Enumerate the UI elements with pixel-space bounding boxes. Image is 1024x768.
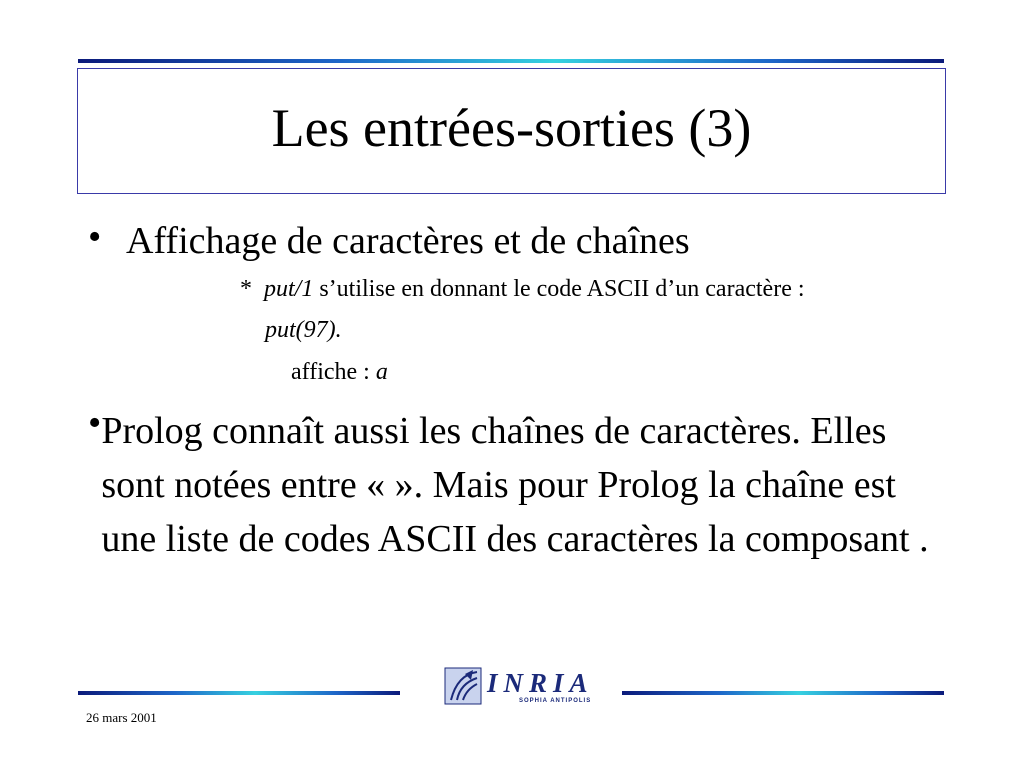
top-divider-line bbox=[78, 59, 944, 63]
code-example bbox=[265, 315, 342, 345]
slide-title: Les entrées-sorties (3) bbox=[271, 98, 752, 158]
bullet-marker: • bbox=[88, 402, 102, 444]
title-frame bbox=[77, 68, 946, 194]
predicate-description: s’utilise en donnant le code ASCII d’un caractère : bbox=[313, 276, 805, 302]
logo-name: INRIA bbox=[487, 668, 594, 698]
output-value: a bbox=[375, 359, 388, 385]
footer-divider-left bbox=[78, 691, 400, 695]
logo-subtitle: SOPHIA ANTIPOLIS bbox=[519, 698, 592, 704]
output-example bbox=[291, 357, 388, 387]
code-example-text: put(97). bbox=[265, 317, 342, 343]
bullet-text: Affichage de caractères et de chaînes bbox=[126, 220, 690, 262]
bullet-marker: • bbox=[88, 216, 102, 258]
bullet-text: Prolog connaît aussi les chaînes de caractères. Elles sont notées entre « ». Mais pour Prolog la chaîne est une liste de codes ASCII des caractères la composant . bbox=[101, 410, 929, 560]
inria-emblem-icon bbox=[443, 664, 487, 710]
footer-divider-right bbox=[622, 691, 944, 695]
sub-item-put bbox=[240, 274, 805, 304]
footer-date: 26 mars 2001 bbox=[86, 710, 157, 725]
bullet-item bbox=[88, 404, 948, 566]
output-label: affiche : bbox=[291, 359, 376, 385]
predicate-name: put/1 bbox=[264, 276, 314, 302]
bullet-item bbox=[88, 218, 948, 264]
sub-bullet-marker: * bbox=[240, 276, 252, 302]
inria-logo bbox=[443, 664, 603, 710]
